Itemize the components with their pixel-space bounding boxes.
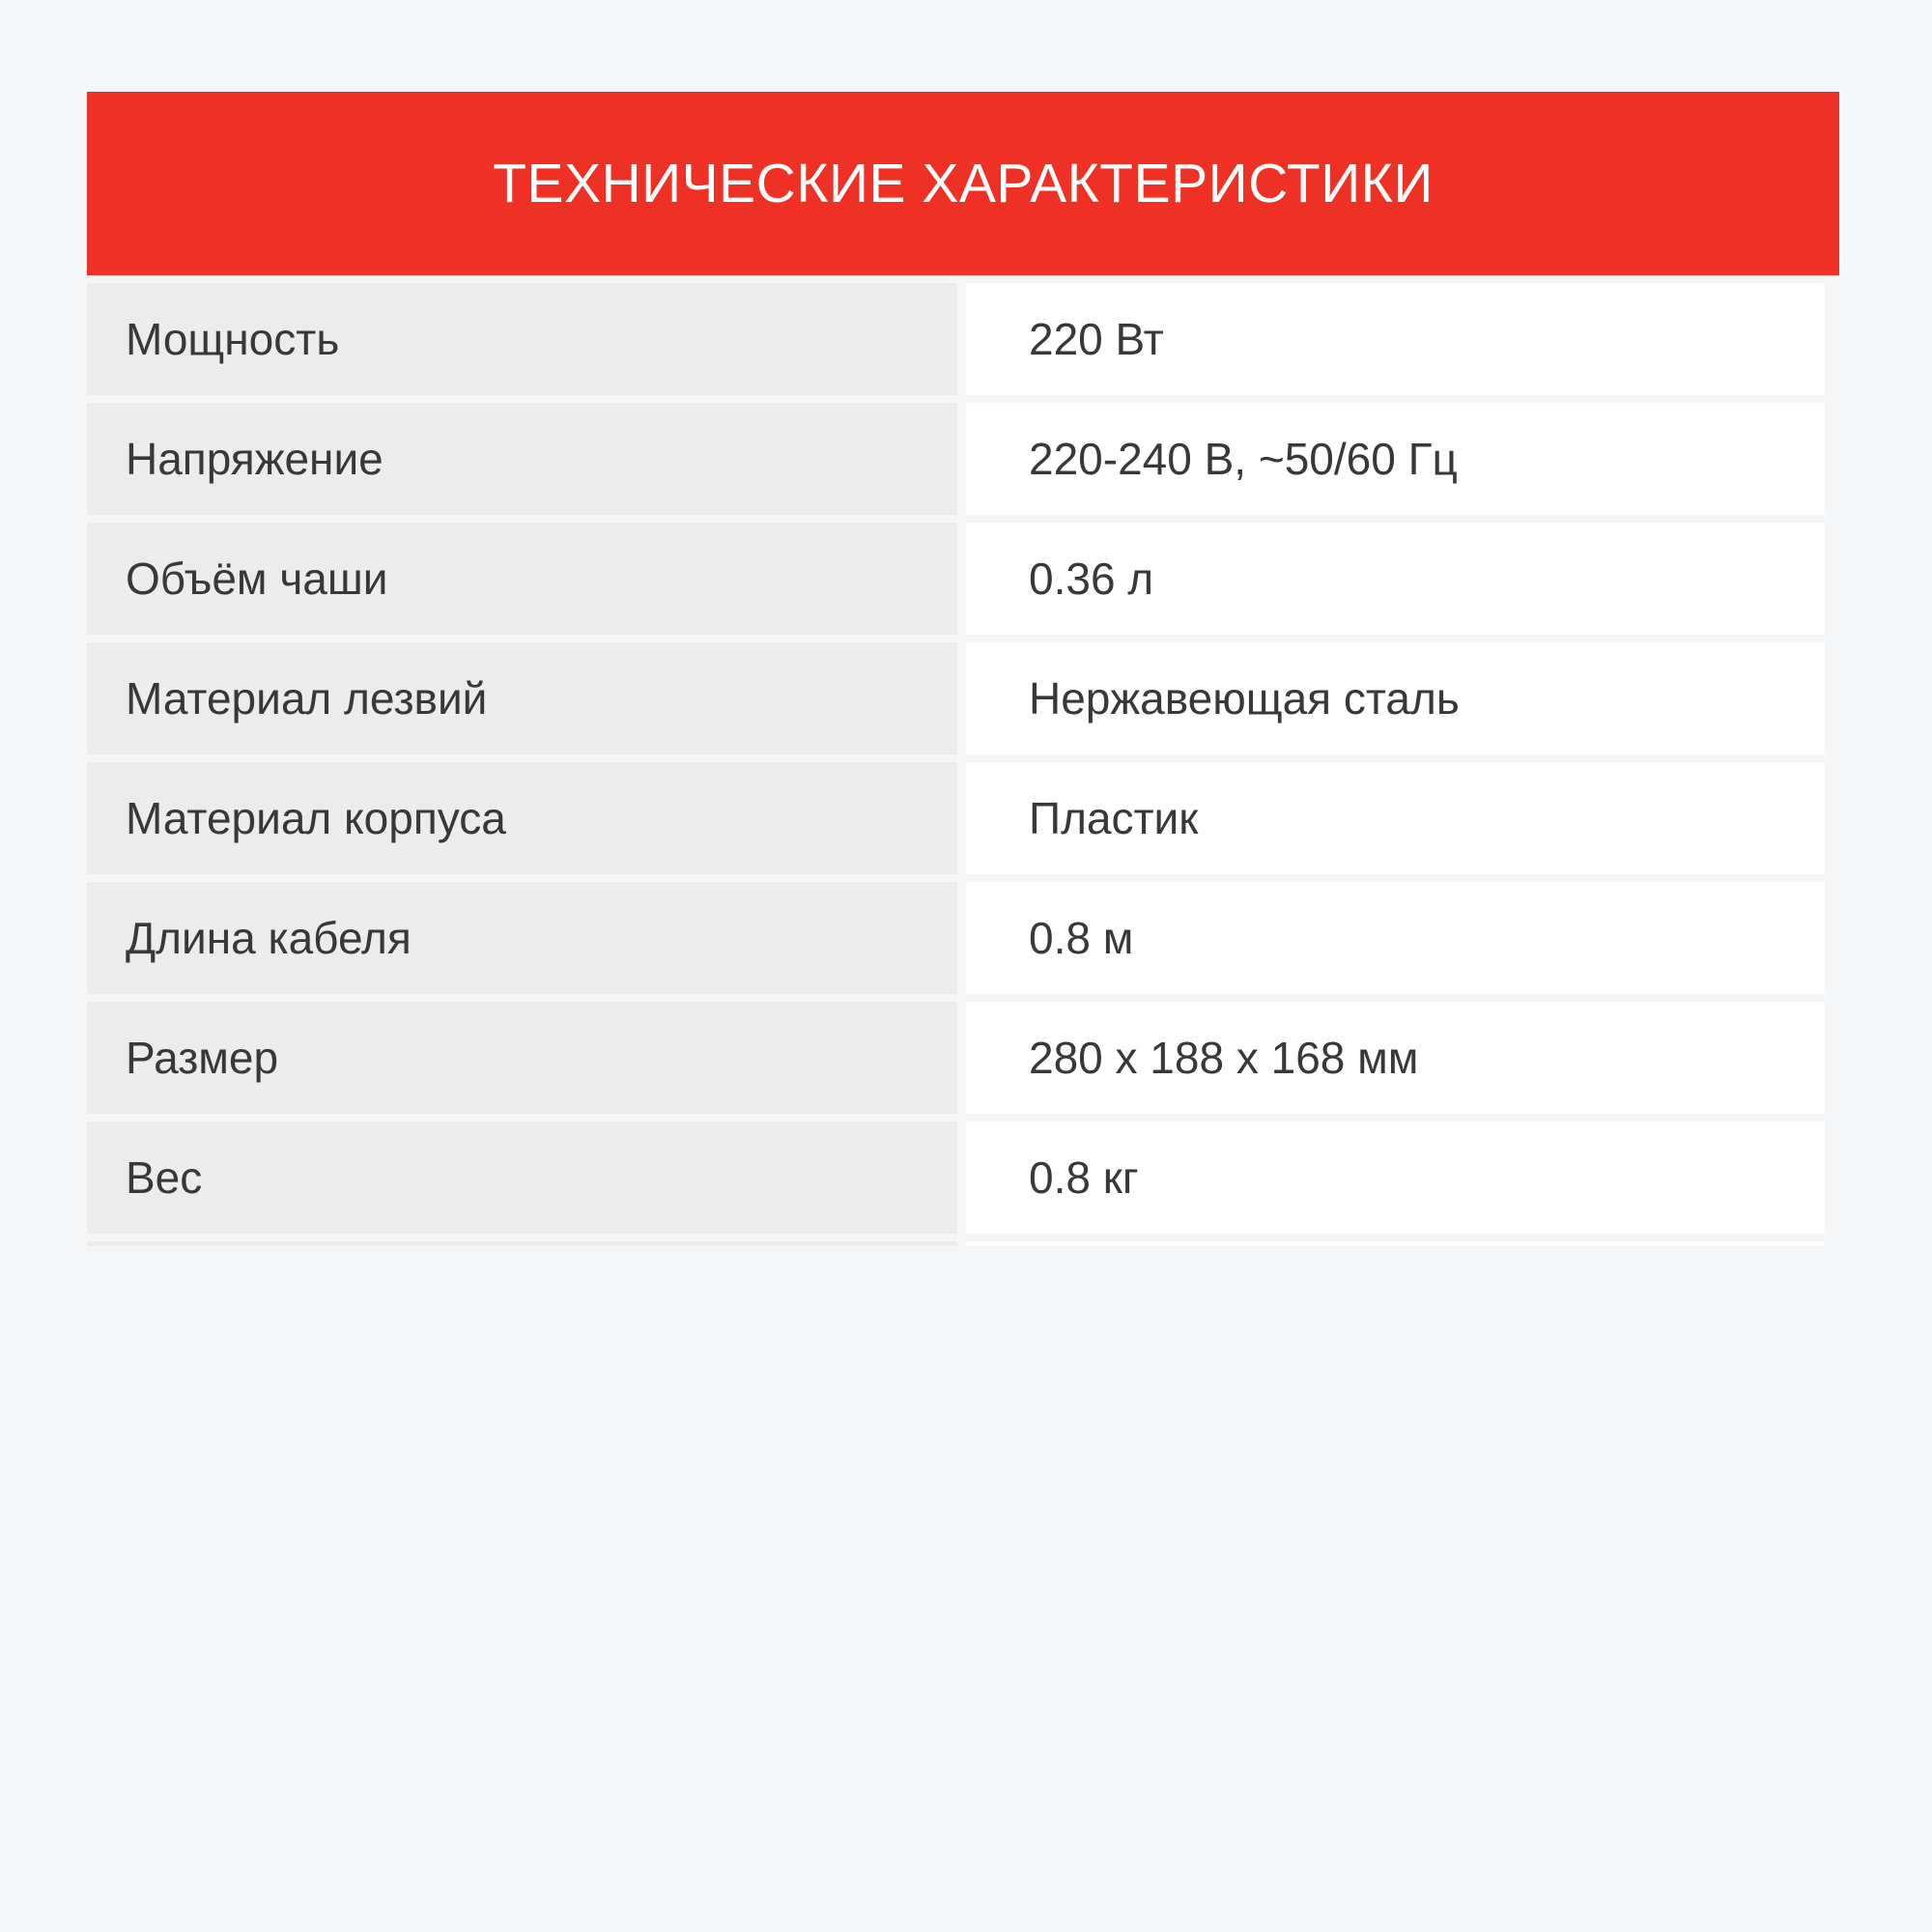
spec-value: 0.8 кг [966, 1122, 1825, 1234]
spec-value: 0.36 л [966, 523, 1825, 635]
table-row [87, 1122, 1825, 1234]
table-row [87, 762, 1825, 874]
spec-label: Напряжение [87, 403, 957, 515]
table-row [87, 642, 1825, 754]
table-row [87, 403, 1825, 515]
spec-label: Материал корпуса [87, 762, 957, 874]
spec-table-clipped [87, 1241, 1825, 1246]
spec-card [87, 92, 1839, 1246]
spec-table [87, 283, 1825, 1234]
spec-label: Объём чаши [87, 523, 957, 635]
spec-value: Пластик [966, 762, 1825, 874]
spec-label: Длина кабеля [87, 882, 957, 994]
table-row [87, 882, 1825, 994]
spec-value-clipped [966, 1241, 1825, 1246]
spec-label: Мощность [87, 283, 957, 395]
spec-value: 280 x 188 x 168 мм [966, 1002, 1825, 1114]
spec-label: Вес [87, 1122, 957, 1234]
spec-value: 0.8 м [966, 882, 1825, 994]
table-row [87, 283, 1825, 395]
spec-label: Материал лезвий [87, 642, 957, 754]
spec-value: 220-240 В, ~50/60 Гц [966, 403, 1825, 515]
spec-label: Размер [87, 1002, 957, 1114]
table-row [87, 1002, 1825, 1114]
spec-label-clipped [87, 1241, 957, 1246]
title-banner [87, 92, 1839, 275]
table-row [87, 523, 1825, 635]
page-title: ТЕХНИЧЕСКИЕ ХАРАКТЕРИСТИКИ [493, 153, 1434, 214]
table-row-clipped [87, 1241, 1825, 1246]
spec-value: 220 Вт [966, 283, 1825, 395]
spec-value: Нержавеющая сталь [966, 642, 1825, 754]
